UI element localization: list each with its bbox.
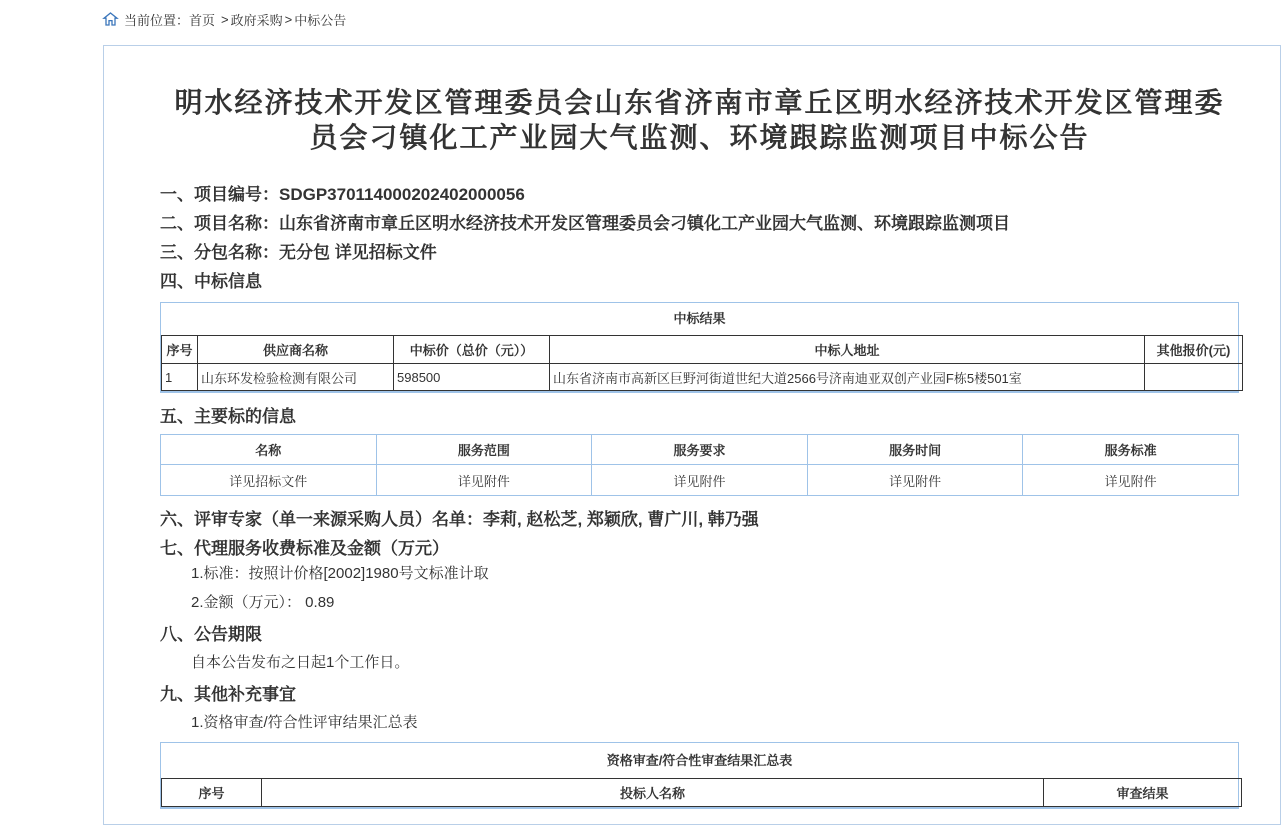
breadcrumb-label: 当前位置： [124, 12, 190, 28]
table-cell: 详见附件 [592, 465, 808, 496]
section-experts: 六、评审专家（单一来源采购人员）名单：李莉, 赵松芝, 郑颖欣, 曹广川, 韩乃强 [160, 510, 759, 529]
header-cell: 序号 [162, 336, 198, 364]
table-cell: 598500 [394, 364, 550, 391]
announcement-period-text: 自本公告发布之日起1个工作日。 [191, 654, 410, 671]
agency-fee-standard: 1.标准：按照计价格[2002]1980号文标准计取 [191, 565, 489, 582]
breadcrumb-link-home[interactable]: 首页 [189, 12, 216, 28]
header-cell: 中标人地址 [550, 336, 1145, 364]
award-result-table [160, 302, 1239, 393]
table-cell: 1 [162, 364, 198, 391]
table-cell: 山东环发检验检测有限公司 [198, 364, 394, 391]
table-cell: 山东省济南市高新区巨野河街道世纪大道2566号济南迪亚双创产业园F栋5楼501室 [550, 364, 1145, 391]
header-cell: 供应商名称 [198, 336, 394, 364]
header-cell: 服务范围 [376, 435, 592, 465]
announcement-document [104, 46, 1280, 809]
header-cell: 投标人名称 [262, 779, 1044, 807]
header-cell: 服务时间 [807, 435, 1023, 465]
header-cell: 审查结果 [1044, 779, 1242, 807]
section-award-info-heading: 四、中标信息 [160, 272, 262, 291]
table-cell: 详见附件 [376, 465, 592, 496]
section-main-subject-heading: 五、主要标的信息 [160, 407, 296, 426]
page-title: 明水经济技术开发区管理委员会山东省济南市章丘区明水经济技术开发区管理委员会刁镇化工产业园大气监测、环境跟踪监测项目中标公告 [174, 87, 1225, 153]
breadcrumb-link-award-notice[interactable]: 中标公告 [294, 12, 347, 28]
qualification-review-table [160, 742, 1239, 809]
main-subject-table [160, 434, 1239, 496]
qualification-review-table-title: 资格审查/符合性审查结果汇总表 [606, 753, 793, 768]
home-icon [103, 12, 118, 26]
table-row [161, 465, 1239, 496]
agency-fee-amount: 2.金额（万元）： 0.89 [191, 594, 335, 611]
breadcrumb-link-gov-procurement[interactable]: 政府采购 [230, 12, 283, 28]
table-cell: 详见附件 [807, 465, 1023, 496]
header-cell: 其他报价(元) [1145, 336, 1243, 364]
content-panel [103, 45, 1281, 825]
header-cell: 名称 [161, 435, 377, 465]
table-header-row [162, 336, 1243, 364]
table-cell [1145, 364, 1243, 391]
table-cell: 详见招标文件 [161, 465, 377, 496]
table-header-row [162, 779, 1242, 807]
header-cell: 服务标准 [1023, 435, 1239, 465]
breadcrumb-separator: > [284, 11, 293, 27]
table-row [162, 364, 1243, 391]
breadcrumb-separator: > [221, 11, 229, 27]
header-cell: 中标价（总价（元）） [394, 336, 550, 364]
award-result-table-title: 中标结果 [673, 311, 726, 326]
other-matters-item: 1.资格审查/符合性评审结果汇总表 [191, 714, 418, 731]
section-agency-fee-heading: 七、代理服务收费标准及金额（万元） [160, 539, 449, 558]
section-announcement-period-heading: 八、公告期限 [160, 625, 262, 644]
section-project-number: 一、项目编号：SDGP370114000202402000056 [160, 185, 525, 204]
header-cell: 服务要求 [592, 435, 808, 465]
section-subpackage: 三、分包名称：无分包 详见招标文件 [160, 243, 437, 262]
table-cell: 详见附件 [1023, 465, 1239, 496]
header-cell: 序号 [162, 779, 262, 807]
breadcrumb [0, 0, 346, 38]
table-header-row [161, 435, 1239, 465]
section-other-matters-heading: 九、其他补充事宜 [160, 685, 296, 704]
section-project-name: 二、项目名称：山东省济南市章丘区明水经济技术开发区管理委员会刁镇化工产业园大气监测、环境跟踪监测项目 [160, 214, 1010, 233]
